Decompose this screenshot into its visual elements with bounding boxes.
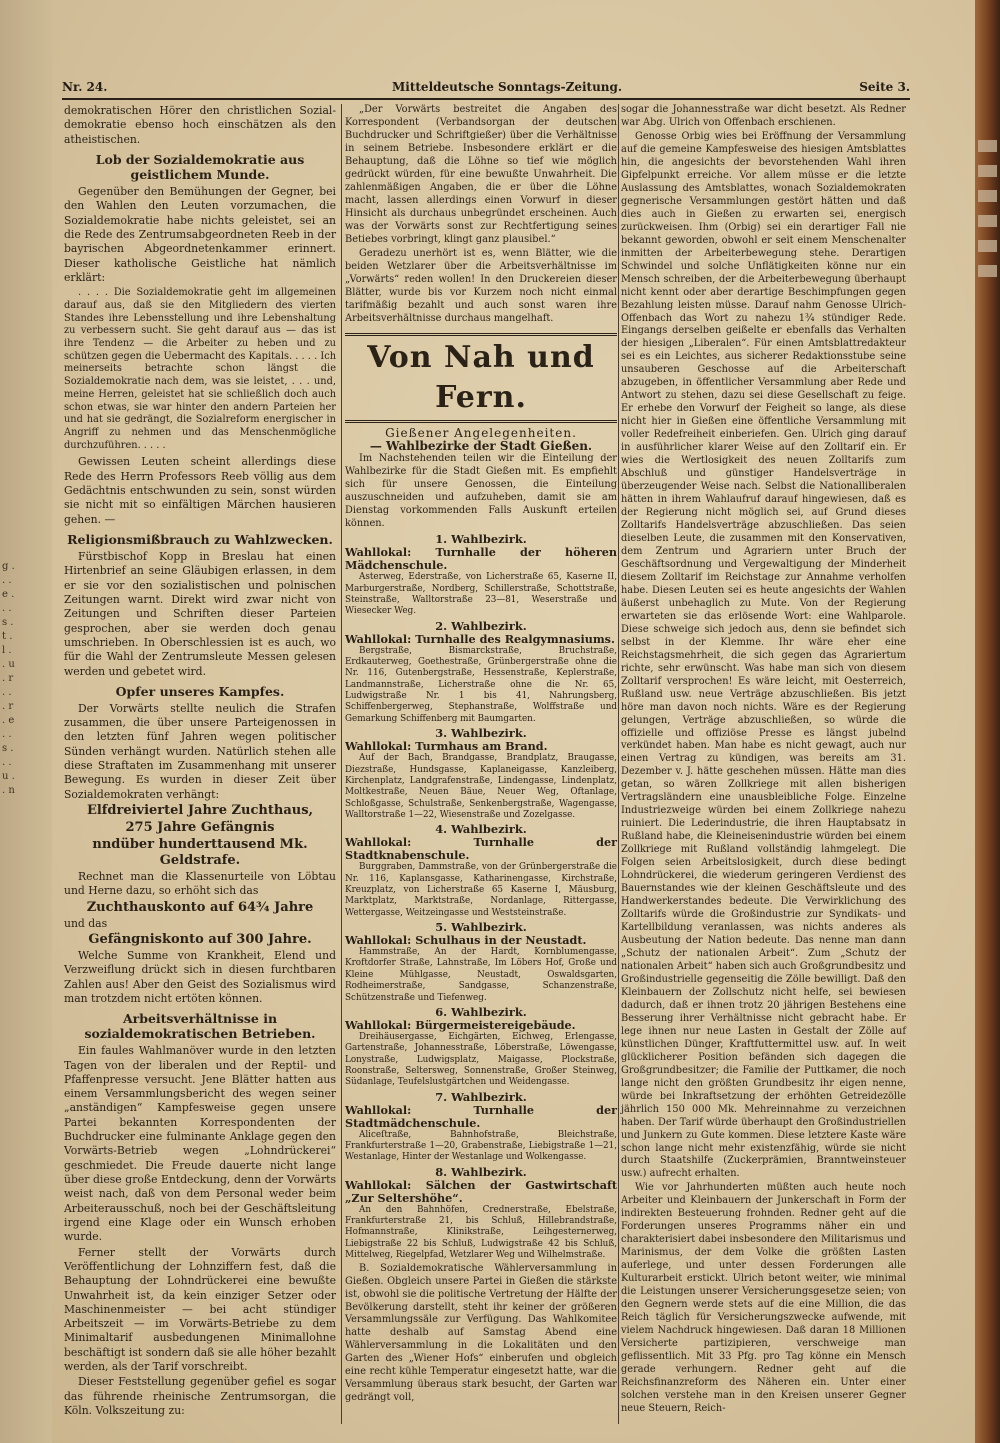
district-title: 7. Wahlbezirk. — [435, 1089, 527, 1104]
district-title: 8. Wahlbezirk. — [435, 1164, 527, 1179]
polling-place: Wahllokal: Turnhalle der Stadtknabenschule. — [345, 835, 617, 863]
article-heading: Lob der Sozialdemokratie aus geistlichem Munde. — [95, 151, 305, 182]
article-heading: Opfer unseres Kampfes. — [115, 683, 285, 699]
polling-place: Wahllokal: Turmhaus am Brand. — [345, 739, 548, 754]
article-heading: — Wahlbezirke der Stadt Gießen. — [369, 439, 593, 454]
district-streets: Dreihäusergasse, Eichgärten, Eichweg, Erlengasse, Gartenstraße, Johannesstraße, Löberstraße, Löwengasse, Lonystraße, Ludwigsplatz, Maigasse, Plockstraße, Roonstraße, Seltersweg, Sonnenstraße, Großer Steinweg, Südanlage, Teufelslustgärtchen und Weidengasse. — [345, 1031, 617, 1088]
edge-strip — [978, 140, 997, 152]
paragraph: Im Nachstehenden teilen wir die Einteilung der Wahlbezirke für die Stadt Gießen mit. Es empfiehlt sich für unsere Genossen, die Einteilung auszuschneiden und aufzuheben, damit sie am Dienstag vorkommenden Falls Auskunft erteilen können. — [345, 453, 617, 530]
margin-fragments: g . . . e . . . s . t . l . . u . r . . . r . e . . s . . . u . . n — [2, 561, 15, 796]
highlight-line: 275 Jahre Gefängnis — [125, 820, 275, 836]
district-title: 3. Wahlbezirk. — [435, 726, 527, 741]
header-rule — [62, 98, 910, 100]
column-1 — [64, 104, 336, 1419]
paragraph: Geradezu unerhört ist es, wenn Blätter, wie die beiden Wetzlarer über die Arbeitsverhältnisse im „Vorwärts“ reden wollen! In den Druckereien dieser Blätter, wurde bis vor Kurzem noch nicht einmal tarifmäßig bezahlt und auch sonst waren ihre Arbeitsverhältnisse durchaus mangelhaft. — [345, 247, 617, 324]
section-masthead: Von Nah und Fern. — [345, 333, 617, 423]
paragraph: Welche Summe von Krankheit, Elend und Verzweiflung drückt sich in diesen furchtbaren Zahlen aus! Aber den Geist des Sozialismus wird man trotzdem nicht ertöten können. — [64, 948, 336, 1005]
highlight-line: Gefängniskonto auf 300 Jahre. — [88, 931, 312, 947]
paragraph: Genosse Orbig wies bei Eröffnung der Versammlung auf die gemeine Kampfesweise des hiesigen Amtsblattes hin, die angesichts der bevorstehenden Wahl ihren Gipfelpunkt erreiche. Vor allem müsse er die letzte Auslassung des Amtsblattes, wonach Sozialdemokraten gegnerische Versammlungen gestört hätten und daß dies auch in Gießen zu erwarten sei, energisch zurückweisen. Ihm (Orbig) sei ein derartiger Fall nie bekannt geworden, obwohl er seit einem Menschenalter inmitten der Arbeiterbewegung stehe. Derartigen Schwindel und solche Unflätigkeiten könne nur ein Mensch schreiben, der die Arbeiterbewegung überhaupt nicht kennt oder aber derartige Beschimpfungen gegen Bezahlung leisten müsse. Darauf nahm Genosse Ulrich-Offenbach das Wort zu nahezu 1¾ stündiger Rede. Eingangs derselben geißelte er ebenfalls das Verhalten der hiesigen „Liberalen“. Für einen Amtsblattredakteur sei es ein Leichtes, aus sicherer Redaktionsstube seine unsauberen Geschosse auf die Arbeiterschaft abzugeben, in öffentlicher Versammlung aber Rede und Antwort zu stehen, dazu sei diese Gesellschaft zu feige. Er erhebe den Vorwurf der Feigheit so lange, als diese nicht hier in Gießen eine öffentliche Versammlung mit voller Redefreiheit einberiefen. Gen. Ulrich ging darauf in ausführlicher klarer Weise auf den Zolltarif ein. Er wies die Wertlosigkeit des neuen Zolltarifs zum Abschluß und günstiger Handelsverträge in überzeugender Weise nach. Selbst die Nationalliberalen hätten in ihrem Wahlaufruf darauf hingewiesen, daß es der Regierung nicht möglich sei, auf Grund dieses Zolltarifs Handelsverträge abzuschließen. Das seien dieselben Leute, die zusammen mit den Konservativen, dem Zentrum und Agrariern unter Bruch der Geschäftsordnung und Vergewaltigung der Minderheit diesem Zolltarif im Reichstage zur Annahme verholfen habe. Diesen Leuten sei es heute angesichts der Wahlen äußerst unbehaglich zu Mute. Von der Regierung erwarteten sie das erlösende Wort: eine Wahlparole. Diese schweige sich jedoch aus, denn sie befindet sich selbst in der Klemme. Ihr wäre eher eine Reichstagsmehrheit, die sich gegen das Agrariertum richte, sehr erwünscht. Was habe man sich von diesem Zolltarif versprochen! Es wäre leicht, mit Oesterreich, Rußland usw. neue Verträge abzuschließen. Bis jetzt höre man davon noch nichts. Wäre es der Regierung gelungen, Verträge abzuschließen, so würde die offizielle und offiziöse Presse es längst jubelnd verkündet haben. Man habe es nicht gewagt, auch nur einen Vertrag zu kündigen, was bereits am 31. Dezember v. J. hätte geschehen müssen. Hätte man dies getan, so wären Zollkriege mit allen bisherigen Vertragsländern eine unausbleibliche Folge. Einzelne Industriezweige würden bei einem Zollkriege nahezu ruiniert. Die Lederindustrie, die ihren Hauptabsatz in Rußland habe, die Kleineisenindustrie würden bei einem Zollkriege mit Rußland vollständig lahmgelegt. Die Folgen seien Arbeitslosigkeit, durch diese bedingt Lohndrückerei, die wiederum geringeren Verdienst des Bauernstandes wie der kleinen Geschäftsleute und des Handwerkerstandes bedeute. Die Verwirklichung des Zolltarifs würde die Großindustrie zur Syndikats- und Kartellbildung veranlassen, was nichts anderes als Ausbeutung der Nation bedeute. Das nenne man dann „Schutz der nationalen Arbeit“. Zum „Schutz der nationalen Arbeit“ haben sich auch Großgrundbesitz und Großindustrielle gegenseitig die Zölle bewilligt. Daß den Kleinbauern der Zollschutz nicht helfe, sei bewiesen dadurch, daß er ihnen trotz 20 jährigen Bestehens eine Besserung ihrer Verhältnisse nicht gebracht habe. Er lege ihnen nur neue Lasten in Gestalt der Zölle auf künstlichen Dünger, Kraftfuttermittel usw. auf. In weit glücklicherer Position befänden sich dagegen die Großgrundbesitzer; die Familie der Puttkamer, die noch lange nicht den größten Grundbesitz ihr eigen nenne, würde bei Inkraftsetzung der erhöhten Getreidezölle jährlich 150 000 Mk. Mehreinnahme zu verzeichnen haben. Der Tarif würde überhaupt den Großindustriellen und Junkern zu Gute kommen. Diese letztere Kaste wäre schon lange nicht mehr existenzfähig, würde sie nicht durch Staatshilfe (Zuckerprämien, Branntweinsteuer usw.) aufrecht erhalten. — [621, 130, 906, 1180]
district-streets: Burggraben, Dammstraße, von der Grünbergerstraße die Nr. 116, Kaplansgasse, Katharinengasse, Kirchstraße, Kreuzplatz, von Licherstraße 65 Kaserne I, Mäusburg, Marktplatz, Marktstraße, Nordanlage, Rittergasse, Wettergasse, Weitzeingasse und Weststeinstraße. — [345, 862, 617, 918]
district-streets: An den Bahnhöfen, Crednerstraße, Ebelstraße, Frankfurterstraße 21, bis Schluß, Hillebrandstraße, Hofmannstraße, Klinikstraße, Leihgesternerweg, Liebigstraße 22 bis Schluß, Ludwigstraße 42 bis Schluß, Mittelweg, Riegelpfad, Wetzlarer Weg und Wilhelmstraße. — [345, 1204, 617, 1261]
paragraph: sogar die Johannesstraße war dicht besetzt. Als Redner war Abg. Ulrich von Offenbach erschienen. — [621, 104, 906, 128]
edge-strip — [978, 240, 997, 252]
polling-place: Wahllokal: Turnhalle der höheren Mädchenschule. — [345, 545, 617, 573]
column-3 — [621, 104, 906, 1417]
district-title: 4. Wahlbezirk. — [435, 822, 527, 837]
district-streets: Asterweg, Ederstraße, von Licherstraße 65, Kaserne II, Marburgerstraße, Nordberg, Schillerstraße, Schottstraße, Steinstraße, Walltorstraße 23—81, Weserstraße und Wiesecker Weg. — [345, 572, 617, 617]
paragraph: Fürstbischof Kopp in Breslau hat einen Hirtenbrief an seine Gläubigen erlassen, in dem er sie vor den sozialistischen und polnischen Zeitungen warnt. Direkt wird zwar nicht von Zeitungen und Schriften dieser Parteien gesprochen, aber sie werden doch genau umschrieben. In Oberschlessien ist es auch, wo für die Wahl der Zentrumsleute Messen gelesen werden und gebetet wird. — [64, 550, 336, 678]
edge-strip — [978, 265, 997, 277]
district-title: 1. Wahlbezirk. — [435, 532, 527, 547]
issue-number: Nr. 24. — [62, 80, 108, 94]
quotation: . . . . Die Sozialdemokratie geht im allgemeinen darauf aus, daß sie den Mitgliedern des vierten Standes ihre Lebensstellung und ihre Lebenshaltung zu verbessern sucht. Sie geht darauf aus — das ist ihre Tendenz — die Arbeiter zu heben und zu schützen gegen die Uebermacht des Kapitals. . . . . Ich meinerseits betrachte schon längst die Sozialdemokratie nach dem, was sie leistet, . . . und, meine Herren, geleistet hat sie schließlich doch auch schon etwas, sie war hinter den andern Parteien her und hat sie gedrängt, die Sozialreform energischer in Angriff zu nehmen und das Menschenmögliche durchzuführen. . . . . — [64, 287, 336, 451]
paragraph: Rechnet man die Klassenurteile von Löbtau und Herne dazu, so erhöht sich das — [64, 870, 336, 898]
highlight-line: nndüber hunderttausend Mk. Geldstrafe. — [92, 837, 308, 869]
highlight-line: Zuchthauskonto auf 64¾ Jahre — [86, 899, 314, 915]
edge-strip — [978, 215, 997, 227]
district-streets: Auf der Bach, Brandgasse, Brandplatz, Braugasse, Diezstraße, Hundsgasse, Kaplaneigasse, Kanzleiberg, Kirchenplatz, Landgrafenstraße, Lindengasse, Lindenplatz, Moltkestraße, Neuen Bäue, Neuer Weg, Oftanlage, Schloßgasse, Schulstraße, Senkenbergstraße, Wagengasse, Walltorstraße 1—22, Wiesenstraße und Zozelgasse. — [345, 753, 617, 820]
page-header — [62, 80, 910, 100]
district-title: 5. Wahlbezirk. — [435, 920, 527, 935]
polling-place: Wahllokal: Sälchen der Gastwirtschaft „Zur Seltershöhe“. — [345, 1177, 617, 1205]
district-title: 6. Wahlbezirk. — [435, 1004, 527, 1019]
column-separator — [341, 104, 342, 1424]
polling-place: Wahllokal: Turnhalle des Realgymnasiums. — [345, 631, 615, 646]
article-heading: Arbeitsverhältnisse in sozialdemokratischen Betrieben. — [84, 1011, 316, 1042]
paragraph: Gewissen Leuten scheint allerdings diese Rede des Herrn Professors Reeb völlig aus dem Gedächtnis entschwunden zu sein, sonst würden sie nicht mit so einfältigen Märchen hausieren gehen. — — [64, 455, 336, 526]
paragraph: Wie vor Jahrhunderten müßten auch heute noch Arbeiter und Kleinbauern der Junkerschaft in Form der indirekten Besteuerung frohnden. Redner geht auf die Forderungen unseres Programms näher ein und charakterisiert dabei insbesondere den Militarismus und Marinismus, der dem Volke die größten Lasten auferlege, und unter dessen Forderungen alle Kulturarbeit erstickt. Ulrich betont weiter, wie minimal die Leistungen unserer Versicherungsgesetze seien; von den Gegnern werde stets auf die eine Million, die das Reich täglich für Versicherungszwecke aufwende, mit vielem Nachdruck hingewiesen. Daß daran 18 Millionen Versicherte partizipieren, verschweige man geflissentlich. Mit 33 Pfg. pro Tag könne ein Mensch gerade verhungern. Redner geht auf die Reichsfinanzreform des Näheren ein. Unter einer solchen verstehe man in den Kreisen unserer Gegner neue Steuern, Reich- — [621, 1182, 906, 1414]
highlight-line: Elfdreiviertel Jahre Zuchthaus, — [86, 803, 314, 819]
district-streets: Hammstraße, An der Hardt, Kornblumengasse, Kroftdorfer Straße, Lahnstraße, Im Löbers Hof, Große und Kleine Mühlgasse, Neustadt, Oswaldsgarten, Rodheimerstraße, Sandgasse, Schanzenstraße, Schützenstraße und Tiefenweg. — [345, 947, 617, 1003]
paragraph: Gegenüber den Bemühungen der Gegner, bei den Wahlen den Leuten vorzumachen, die Sozialdemokratie habe nichts geleistet, sei an die Rede des Zentrumsabgeordneten Reeb in der bayrischen Abgeordnetenkammer erinnert. Dieser katholische Geistliche hat nämlich erklärt: — [64, 184, 336, 284]
paragraph: Ferner stellt der Vorwärts durch Veröffentlichung der Lohnziffern fest, daß die Behauptung der Lohndrückerei eine bewußte Unwahrheit ist, da kein einziger Setzer oder Maschinenmeister — bei acht stündiger Arbeitszeit — im Vorwärts-Betriebe zu dem Minimaltarif ausbedungenen Minimallohne beschäftigt ist sondern daß sie alle höher bezahlt werden, als der Tarif vorschreibt. — [64, 1245, 336, 1374]
paragraph: B. Sozialdemokratische Wählerversammlung in Gießen. Obgleich unsere Partei in Gießen die stärkste ist, obwohl sie die politische Vertretung der Hälfte der Bevölkerung darstellt, steht ihr keiner der größeren Versammlungssäle zur Verfügung. Das Wahlkomitee hatte deshalb auf Samstag Abend eine Wählerversammlung in die Lokalitäten und den Garten des „Wiener Hofs“ einberufen und obgleich eine recht kühle Temperatur eingesetzt hatte, war die Versammlung überaus stark besucht, der Garten war gedrängt voll, — [345, 1262, 617, 1404]
edge-strip — [978, 190, 997, 202]
section-subtitle: Gießener Angelegenheiten. — [385, 426, 577, 441]
paragraph: Ein faules Wahlmanöver wurde in den letzten Tagen von der liberalen und der Reptil- und Pfaffenpresse versucht. Jene Blätter hatten aus einem Versammlungsbericht des wegen seiner „anständigen“ Kampfesweise gegen unsere Partei bekannten Korrespondenten der Buchdrucker eine fulminante Anklage gegen den Vorwärts-Betrieb wegen „Lohndrückerei“ geschmiedet. Die Freude dauerte nicht lange über diese große Entdeckung, denn der Vorwärts weist nach, daß von dem Personal weder beim Arbeiterausschuß, noch bei der Geschäftsleitung irgend eine Klage oder ein Wunsch erhoben wurde. — [64, 1044, 336, 1244]
newspaper-title: Mitteldeutsche Sonntags-Zeitung. — [392, 80, 623, 94]
paragraph: demokratischen Hörer den christlichen Sozial-demokratie ebenso hoch einschätzen als den atheistischen. — [64, 104, 336, 146]
edge-strip — [978, 165, 997, 177]
district-title: 2. Wahlbezirk. — [435, 618, 527, 633]
column-separator — [618, 104, 619, 1424]
page-number: Seite 3. — [859, 80, 910, 94]
polling-place: Wahllokal: Turnhalle der Stadtmädchenschule. — [345, 1102, 617, 1130]
district-streets: Aliceſtraße, Bahnhofstraße, Bleichstraße, Frankfurterstraße 1—20, Grabenstraße, Liebigstraße 1—21, Westanlage, Hinter der Westanlage und Wolkengasse. — [345, 1129, 617, 1163]
paragraph: „Der Vorwärts bestreitet die Angaben des Korrespondent (Verbandsorgan der deutschen Buchdrucker und Schriftgießer) über die Verhältnisse in seinem Betriebe. Insbesondere erklärt er die Behauptung, daß die Löhne so tief wie möglich gedrückt würden, für eine bewußte Unwahrheit. Die zahlenmäßigen Angaben, die er über die Löhne macht, lassen allerdings einen Vorwurf in dieser Hinsicht als durchaus unbegründet erscheinen. Auch was der Vorwärts sonst zur Rechtfertigung seines Betiebes vorbringt, klingt ganz plausibel.“ — [345, 104, 617, 245]
paragraph: Dieser Feststellung gegenüber gefiel es sogar das führende rheinische Zentrumsorgan, die Köln. Volkszeitung zu: — [64, 1375, 336, 1418]
district-streets: Bergstraße, Bismarckstraße, Bruchstraße, Erdkauterweg, Goethestraße, Grünbergerstraße ohne die Nr. 116, Gutenbergstraße, Hessenstraße, Keplerstraße, Landmannstraße, Licherstraße ohne die Nr. 65, Ludwigstraße Nr. 1 bis 41, Nahrungsberg, Schiffenbergerweg, Stephanstraße, Wolffstraße und Gemarkung Schiffenberg mit Baumgarten. — [345, 645, 617, 724]
article-heading: Religionsmißbrauch zu Wahlzwecken. — [67, 532, 333, 548]
column-2 — [345, 104, 617, 1406]
district-list — [345, 533, 617, 1261]
page-edge — [975, 0, 1000, 1443]
paragraph: und das — [64, 916, 108, 930]
polling-place: Wahllokal: Schulhaus in der Neustadt. — [345, 933, 587, 948]
paragraph: Der Vorwärts stellte neulich die Strafen zusammen, die über unsere Parteigenossen in den letzten fünf Jahren wegen politischer Sünden verhängt wurden. Natürlich stehen alle diese Straftaten im Zusammenhang mit unserer Bewegung. Es wurden in dieser Zeit über Sozialdemokraten verhängt: — [64, 701, 336, 801]
polling-place: Wahllokal: Bürgermeistereigebäude. — [345, 1017, 576, 1032]
